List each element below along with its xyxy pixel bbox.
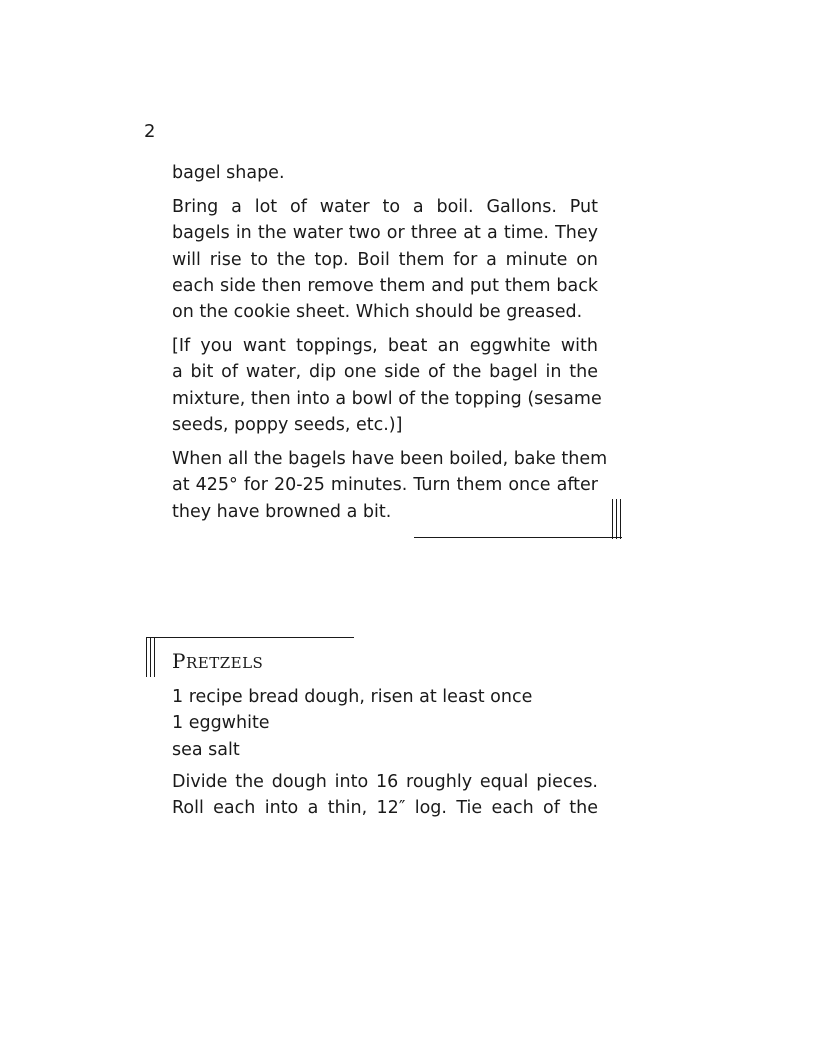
text-line: Bring a lot of water to a boil. Gallons. Put bbox=[172, 197, 598, 217]
text-line: mixture, then into a bowl of the topping (sesame bbox=[172, 388, 602, 409]
pretzels-instructions bbox=[172, 769, 598, 822]
text-line: on the cookie sheet. Which should be greased. bbox=[172, 302, 583, 323]
ornament-rule bbox=[414, 537, 622, 538]
ornament-rule bbox=[620, 499, 621, 539]
recipe-title-rest: RETZELS bbox=[185, 654, 264, 672]
text-line: bagel shape. bbox=[172, 163, 285, 183]
ingredient-item: 1 eggwhite bbox=[172, 713, 270, 734]
text-line: they have browned a bit. bbox=[172, 501, 392, 522]
recipe-title bbox=[172, 649, 263, 673]
bagels-paragraph-toppings bbox=[172, 333, 602, 438]
text-line: seeds, poppy seeds, etc.)] bbox=[172, 414, 403, 435]
text-line: Roll each into a thin, 12″ log. Tie each of the bbox=[172, 798, 598, 819]
text-line: each side then remove them and put them back bbox=[172, 275, 598, 296]
ornament-rule bbox=[616, 499, 617, 539]
text-line: at 425° for 20-25 minutes. Turn them once after bbox=[172, 475, 598, 496]
text-line: When all the bagels have been boiled, bake them bbox=[172, 449, 608, 469]
text-line: a bit of water, dip one side of the bagel in the bbox=[172, 362, 598, 383]
ornament-rule bbox=[146, 637, 354, 638]
bagels-paragraph-boil bbox=[172, 194, 598, 325]
continued-text bbox=[172, 160, 598, 186]
ingredient-item: sea salt bbox=[172, 739, 240, 760]
text-line: [If you want toppings, beat an eggwhite with bbox=[172, 336, 598, 356]
ornament-rule bbox=[154, 637, 155, 677]
text-line: Divide the dough into 16 roughly equal pieces. bbox=[172, 772, 598, 792]
bagels-paragraph-bake bbox=[172, 446, 608, 525]
ornament-rule bbox=[146, 637, 147, 677]
recipe-title-initial: P bbox=[172, 649, 186, 673]
ingredient-item: 1 recipe bread dough, risen at least once bbox=[172, 687, 533, 707]
page-number: 2 bbox=[144, 121, 156, 142]
text-line: will rise to the top. Boil them for a minute on bbox=[172, 249, 598, 270]
text-line: bagels in the water two or three at a time. They bbox=[172, 223, 598, 244]
ingredient-list bbox=[172, 684, 598, 763]
ornament-rule bbox=[150, 637, 151, 677]
ornament-rule bbox=[612, 499, 613, 539]
